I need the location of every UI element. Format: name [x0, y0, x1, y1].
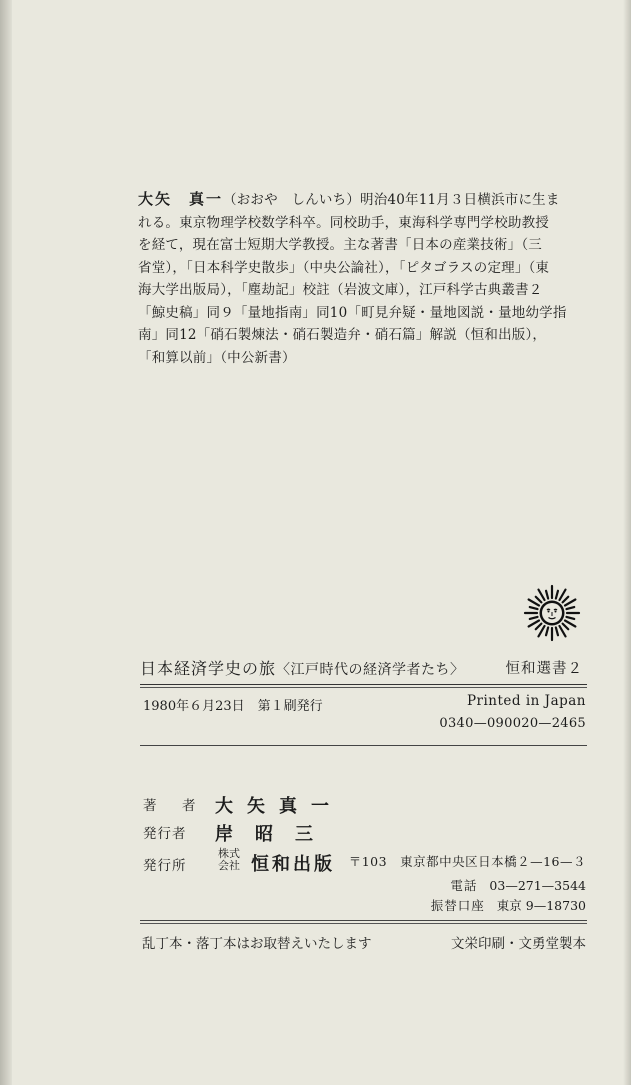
divider-bottom: [140, 920, 587, 921]
book-subtitle: 〈江戸時代の経済学者たち〉: [276, 662, 465, 678]
author-biography: [138, 188, 593, 369]
bio-line-3: を経て，現在富士短期大学教授。主な著書「日本の産業技術」（三: [138, 237, 542, 253]
book-title: 日本経済学史の旅〈江戸時代の経済学者たち〉: [140, 659, 465, 678]
author-name: 大矢 真一: [138, 190, 224, 208]
publishing-house-label: 発行所: [143, 858, 187, 874]
printed-in-japan: Printed in Japan: [466, 693, 586, 709]
bio-line-8: 「和算以前」（中公新書）: [138, 349, 296, 366]
series-name: 恒和選書２: [505, 661, 583, 677]
bio-line-6: 「鯨史稿」同９「量地指南」同10「町見弁疑・量地図説・量地幼学指: [138, 304, 567, 321]
bio-line-2: れる。東京物理学校数学科卒。同校助手，東海科学専門学校助教授: [138, 214, 549, 231]
postal-transfer-account: 振替口座 東京 9—18730: [430, 898, 586, 913]
divider-middle: [140, 745, 587, 746]
bio-line-1: 大矢 真一（おおや しんいち）明治40年11月３日横浜市に生ま: [138, 190, 560, 208]
book-title-row: [140, 656, 585, 682]
publisher-telephone: 電話 03—271—3544: [450, 878, 586, 893]
page-edge-left: [0, 0, 12, 1085]
divider-top-double: [140, 687, 587, 688]
publication-date: 1980年６月23日 第１刷発行: [143, 699, 323, 714]
divider-top: [140, 684, 587, 685]
publishing-house-name: 恒和出版: [251, 854, 335, 875]
author-value: 大矢真一: [215, 796, 343, 817]
bio-line-5: 海大学出版局），「塵劫記」校註（岩波文庫），江戸科学古典叢書２: [138, 282, 543, 298]
publisher-label: 発行者: [143, 826, 187, 842]
publisher-value: 岸昭三: [215, 824, 335, 845]
page-edge-right: [623, 0, 631, 1085]
bio-line-4: 省堂），「日本科学史散歩」（中央公論社），「ピタゴラスの定理」（東: [138, 259, 550, 276]
printer-binder: 文栄印刷・文勇堂製本: [451, 936, 586, 952]
publisher-sun-logo-icon: [523, 584, 581, 642]
publisher-address: 〒103 東京都中央区日本橋２—16—３: [348, 854, 586, 869]
author-label: 著 者: [143, 798, 202, 814]
replacement-notice: 乱丁本・落丁本はお取替えいたします: [142, 936, 372, 952]
bio-line-7: 南」同12「硝石製煉法・硝石製造弁・硝石篇」解説（恒和出版），: [138, 327, 547, 343]
kabushiki-kaisha-mark: 株式会社: [218, 847, 240, 872]
book-code: 0340—090020—2465: [439, 716, 586, 731]
divider-bottom-double: [140, 923, 587, 924]
